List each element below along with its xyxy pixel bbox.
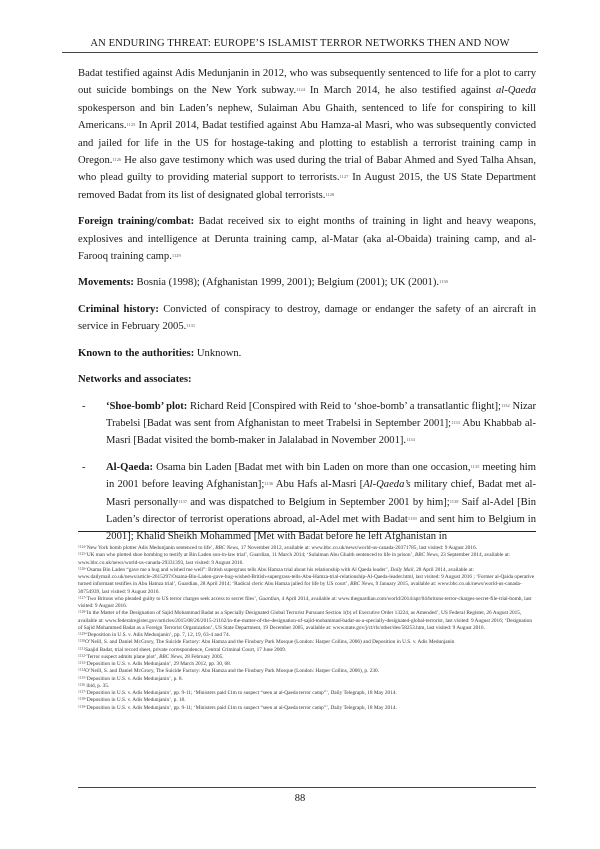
footnote-ref[interactable]: 1138 bbox=[449, 498, 459, 504]
footnote-number: 1132 bbox=[78, 653, 86, 658]
text-italic: BBC News bbox=[215, 545, 239, 551]
list-item-al-qaeda bbox=[78, 459, 536, 546]
footnote-ref[interactable]: 1139 bbox=[407, 515, 417, 521]
text: ‘Deposition in U.S. v. Adis Medunjanin’, pp. 9-11; ‘Ministers paid £1m to suspect “seen at al-Qaeda terror camp”’, Daily Telegraph, 18 May 2014. bbox=[85, 704, 397, 711]
text: Badat testified against Adis Medunjanin in 2012, who was subsequently sentenced to life for a plot to carry out suicide bombings on the New York subway. bbox=[78, 68, 536, 97]
footnote bbox=[78, 552, 536, 567]
footnote bbox=[78, 639, 536, 646]
text: ‘Two Britons who pleaded guilty to US terror charges seek access to secret files’, bbox=[85, 595, 259, 602]
text: “Deposition in U.S. v. Adis Medunjanin’, pp. 7, 12, 19, 63-4 and 74. bbox=[85, 632, 230, 638]
text: ‘Deposition in U.S. v. Adis Medunjanin’, pp. 9-11; ‘Ministers paid £1m to suspect “seen at al-Qaeda terror camp”’, Daily Telegraph, 18 May 2014. bbox=[85, 690, 397, 696]
text: Richard Reid [Conspired with Reid to ‘shoe-bomb’ a transatlantic flight]; bbox=[187, 400, 501, 412]
footnote-number: 1127 bbox=[78, 595, 86, 600]
footnote-number: 1128 bbox=[78, 610, 86, 615]
text: In April 2014, Badat testified against Abu Hamza-al Masri, who was subsequently convicted and jailed for life in the US for hostage-taking and plotting to establish a terrorist training camp in Oregon. bbox=[78, 120, 536, 167]
footnote-number: 1129 bbox=[78, 632, 86, 636]
text: ibid, p. 35. bbox=[85, 682, 110, 689]
footnote-ref[interactable]: 1127 bbox=[339, 174, 349, 180]
footnote bbox=[78, 676, 536, 683]
footnotes bbox=[78, 545, 536, 712]
text: ‘Osama Bin Laden “gave me a hug and wished me well”: British supergrass tells Abu Hamza trial about his relationship with Al Qaeda leader’, bbox=[85, 566, 391, 573]
text: ‘Deposition in U.S. v. Adis Medunjanin’, p. 18. bbox=[85, 697, 186, 704]
footnote-number: 1124 bbox=[78, 545, 86, 549]
text: Osama bin Laden [Badat met with bin Laden on more than one occasion, bbox=[153, 461, 471, 473]
text: ‘New York bomb plotter Adis Medunjanin sentenced to life’, bbox=[85, 545, 216, 551]
text: meeting him in 2001 before leaving Afghanistan]; bbox=[106, 461, 536, 491]
footnote-number: 1133 bbox=[78, 661, 86, 665]
section-label: Criminal history: bbox=[78, 303, 159, 315]
text-italic: Al-Qaeda’s bbox=[363, 479, 411, 491]
footnote-ref[interactable]: 1126 bbox=[112, 157, 122, 163]
footnote-ref[interactable]: 1133 bbox=[451, 419, 460, 425]
footnote bbox=[78, 654, 536, 661]
section-known-to-authorities bbox=[78, 345, 536, 362]
text-italic: BBC News bbox=[414, 552, 438, 559]
text: Abu Hafs al-Masri [ bbox=[273, 479, 364, 491]
text: He also gave testimony which was used during the trial of Babar Ahmed and Syed Talha Ahsan, who plead guilty to providing material support to terrorists. bbox=[78, 155, 536, 184]
footnote-divider bbox=[78, 531, 536, 532]
text: O’Neill, S. and Daniel McGrory, The Suicide Factory: Abu Hamza and the Finsbury Park Mosque (London: Harper Collins, 2006), p. 230. bbox=[85, 668, 379, 675]
text: In August 2015, the US State Department removed Badat from its list of designated global terrorists. bbox=[78, 172, 536, 201]
item-label: ‘Shoe-bomb’ plot: bbox=[106, 400, 188, 412]
footnote bbox=[78, 705, 536, 712]
footnote-ref[interactable]: 1137 bbox=[178, 498, 187, 504]
footnote bbox=[78, 668, 536, 675]
footnote-number: 1125 bbox=[78, 552, 86, 557]
footnote bbox=[78, 683, 536, 690]
footnote-ref[interactable]: 1131 bbox=[186, 323, 196, 329]
section-networks bbox=[78, 371, 536, 388]
text: , 23 September 2014, available at: www.bbc.co.uk/news/world-us-canada-29331393, last visited: 9 August 2016. bbox=[78, 552, 511, 566]
text: ‘Terror suspect admits plane plot’, bbox=[85, 653, 160, 660]
text-italic: BBC News bbox=[350, 581, 373, 588]
footnote-number: 1136 bbox=[78, 682, 86, 687]
section-movements bbox=[78, 274, 536, 291]
text: Saif al-Adel [Bin Laden’s director of terrorist operations abroad, al-Adel met with Badat bbox=[106, 496, 536, 525]
footnote-number: 1135 bbox=[78, 675, 86, 680]
text: ‘Deposition in U.S. v. Adis Medunjanin’, p. 8. bbox=[85, 675, 183, 682]
text: , 28 April 2014, available at: www.dailymail.co.uk/news/article-2615297/Osama-Bin-Laden-gave-hug-wished-British-supergrass-tells-Abu-Hamza-trial-relationship-Al-Qaeda-leader.html, last visited: 9 August 2016 ; ‘Former al-Qaida operative turned informant testifies in Abu Hamza trial’, Guardian, 28 April 2014; ‘Radical cleric Abu Hamza jailed for life by US court’, bbox=[78, 566, 535, 588]
text: Abu Khabbab al-Masri [Badat visited the bomb-maker in Jalalabad in November 2001]. bbox=[106, 417, 536, 447]
footnote bbox=[78, 697, 536, 704]
section-label: Known to the authorities: bbox=[78, 347, 195, 359]
footnote-ref[interactable]: 1135 bbox=[470, 463, 480, 469]
text: Unknown. bbox=[194, 347, 242, 359]
text: and sent him to Belgium in 2001]; Khalid Sheikh Mohammed [Met with Badat before he left Afghanistan in bbox=[106, 513, 536, 543]
footnote bbox=[78, 567, 536, 596]
footnote bbox=[78, 596, 536, 611]
body-text bbox=[78, 65, 536, 555]
footnote-number: 1130 bbox=[78, 639, 86, 644]
text: Convicted of conspiracy to destroy, damage or endanger the safety of an aircraft in service in February 2005. bbox=[78, 303, 537, 333]
text-italic: al-Qaeda bbox=[495, 85, 536, 97]
bullet-dash: - bbox=[82, 461, 86, 473]
footnote-ref[interactable]: 1134 bbox=[406, 437, 415, 443]
footnote-ref[interactable]: 1128 bbox=[325, 191, 335, 197]
networks-list bbox=[78, 398, 536, 546]
footnote bbox=[78, 647, 536, 654]
footnote-ref[interactable]: 1136 bbox=[264, 481, 274, 487]
text: In March 2014, he also testified against bbox=[304, 85, 496, 97]
bullet-dash: - bbox=[82, 400, 86, 412]
text: Bosnia (1998); (Afghanistan 1999, 2001); Belgium (2001); UK (2001). bbox=[133, 277, 440, 289]
footnote-number: 1137 bbox=[78, 690, 86, 694]
text: , 4 April 2014, available at: www.theguardian.com/world/2014/apr/04/britons-terror-charges-secret-file-trial-bomb, last visited: 9 August 2016. bbox=[78, 595, 532, 609]
text: ‘In the Matter of the Designation of Sajid Mohammad Badat as a Specially Designated Global Terrorist Pursuant Section 1(b) of Executive Order 13224, as Amended’, US Federal Register, 26 August 2015, available at: www.federalregister.gov/articles/2015/08/26/2015-21162/in-the-matter-of-the-designation-of-sajid-mohammad-badat-as-a-specially-designated-global-terrorist, last visited: 9 August 2016; ‘Designation of Sajid Mohammed Badat as a Foreign Terrorist Organization’, US State Department, 19 December 2005, available at: www.state.gov/j/ct/rls/other/des/58253.htm, last visited: 9 August 2016. bbox=[78, 610, 533, 631]
text: Badat received six to eight months of training in light and heavy weapons, explosives and intelligence at Derunta training camp, al-Matar (aka al-Obaida) training camp, and al-Farooq training camp. bbox=[78, 216, 536, 263]
list-item-shoe-bomb bbox=[78, 398, 536, 450]
footnote-ref[interactable]: 1124 bbox=[296, 87, 305, 93]
footnote-number: 1126 bbox=[78, 566, 86, 571]
footnote-ref[interactable]: 1129 bbox=[171, 253, 181, 259]
text: and was dispatched to Belgium in September 2001 by him]; bbox=[186, 496, 450, 508]
footnote-number: 1139 bbox=[78, 704, 86, 709]
text: O’Neill, S. and Daniel McGrory, The Suicide Factory: Abu Hamza and the Finsbury Park Mosque (London: Harper Collins, 2006) and Deposition in U.S. v. Adis Medunjanin bbox=[85, 639, 455, 646]
footnote-number: 1131 bbox=[78, 646, 86, 651]
page-footer-divider bbox=[78, 787, 536, 788]
footnote-number: 1138 bbox=[78, 697, 86, 702]
footnote-number: 1134 bbox=[78, 668, 86, 673]
footnote-ref[interactable]: 1125 bbox=[126, 122, 136, 128]
text: spokesperson and bin Laden’s nephew, Sulaiman Abu Ghaith, sentenced to life for conspiring to kill Americans. bbox=[78, 102, 536, 132]
running-header: AN ENDURING THREAT: EUROPE’S ISLAMIST TERROR NETWORKS THEN AND NOW bbox=[62, 38, 538, 53]
footnote bbox=[78, 610, 536, 632]
section-label: Movements: bbox=[78, 277, 134, 289]
text-italic: BBC News bbox=[159, 653, 182, 660]
section-foreign-training bbox=[78, 213, 536, 265]
footnote-ref[interactable]: 1132 bbox=[500, 402, 510, 408]
text: Saajid Badat, trial record sheet, private correspondence, Central Criminal Court, 17 June 2009. bbox=[85, 646, 287, 653]
section-label: Networks and associates: bbox=[78, 374, 192, 386]
text: , 28 February 2005. bbox=[181, 653, 224, 660]
text: , 9 January 2015, available at: www.bbc.co.uk/news/world-us-canada-30754939, last visited: 9 August 2016. bbox=[78, 581, 522, 595]
footnote-ref[interactable]: 1130 bbox=[439, 279, 448, 285]
item-label: Al-Qaeda: bbox=[106, 461, 154, 473]
text-italic: Guardian bbox=[258, 595, 280, 602]
section-label: Foreign training/combat: bbox=[78, 216, 195, 228]
paragraph-testimony bbox=[78, 65, 536, 204]
text: , 17 November 2012, available at: www.bbc.co.uk/news/world-us-canada-20371785, last visited: 9 August 2016. bbox=[238, 545, 477, 551]
text: ‘UK man who plotted shoe bombing to testify at Bin Laden son-in-law trial’, Guardian, 11 March 2014; ‘Sulaiman Abu Ghaith sentenced to life in prison’, bbox=[85, 552, 415, 559]
page-number: 88 bbox=[294, 793, 306, 804]
section-criminal-history bbox=[78, 301, 536, 336]
text-italic: Daily Mail bbox=[390, 566, 414, 573]
text: Nizar Trabelsi [Badat was sent from Afghanistan to meet Trabelsi in September 2001]; bbox=[106, 400, 536, 429]
text: ‘Deposition in U.S. v. Adis Medunjanin’, 29 March 2012, pp. 30, 68. bbox=[85, 661, 232, 667]
text: military chief, Badat met al-Masri personally bbox=[106, 479, 536, 508]
